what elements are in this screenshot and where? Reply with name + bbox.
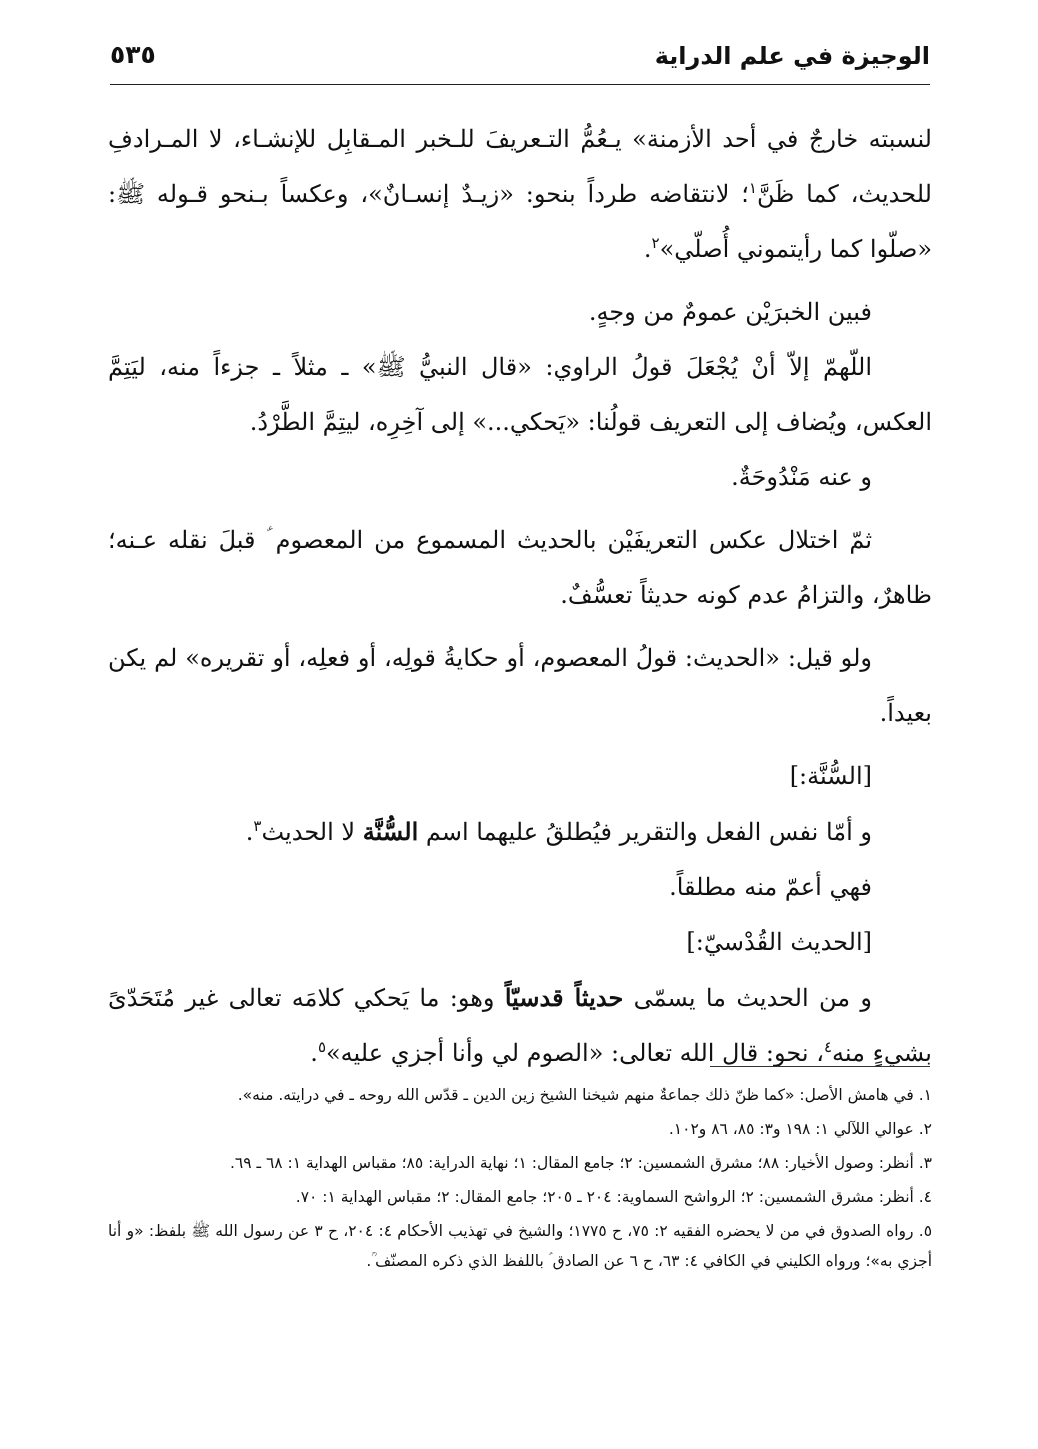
term-hadith-qudsi: حديثاً قدسيّاً (504, 983, 624, 1012)
paragraph-9: و من الحديث ما يسمّى حديثاً قدسيّاً وهو: ما يَحكي كلامَه تعالى غير مُتَحَدّىً بشيءٍ منه$^٤$، نحو: قال الله تعالى: «الصوم لي وأنا أجزي عليه»$^٥$. (108, 983, 932, 1067)
footnote-2: ٢. عوالي اللآلي ١: ١٩٨ و٣: ٨٥، ٨٦ و١٠٢. (668, 1120, 932, 1138)
footnotes (108, 1080, 932, 1280)
running-title: الوجيزة في علم الدراية (654, 42, 930, 70)
footnote-3: ٣. أنظر: وصول الأخيار: ٨٨؛ مشرق الشمسين: ٢؛ جامع المقال: ١؛ نهاية الدراية: ٨٥؛ مقباس الهداية ١: ٦٨ ـ ٦٩. (229, 1154, 932, 1172)
footnote-4: ٤. أنظر: مشرق الشمسين: ٢؛ الرواشح السماوية: ٢٠٤ ـ ٢٠٥؛ جامع المقال: ٢؛ مقباس الهداية ١: ٧٠. (295, 1188, 932, 1206)
paragraph-1: لنسبته خارجٌ في أحد الأزمنة» يـعُمُّ التـعريفَ للـخبر المـقابِل للإنشـاء، لا المـرادفِ للحديث، كما ظَنَّ$^١$؛ لانتقاضه طرداً بنحو: «زيـدٌ إنسـانٌ»، وعكساً بـنحو قـوله ﷺ: «صلّوا كما رأيتموني أُصلّي»$^٢$. (108, 125, 932, 263)
footnote-ref-3[interactable]: ٣ (253, 817, 262, 835)
heading-sunna: [السُّنَّة:] (789, 762, 872, 790)
footnote-1: ١. في هامش الأصل: «كما ظنّ ذلك جماعةٌ منهم شيخنا الشيخ زين الدين ـ قدّس الله روحه ـ في درايته. منه». (237, 1086, 932, 1104)
footnote-ref-1[interactable]: ١ (748, 179, 757, 197)
paragraph-6: ولو قيل: «الحديث: قولُ المعصوم، أو حكايةُ قولِه، أو فعلِه، أو تقريره» لم يكن بعيداً. (108, 644, 932, 727)
running-header (110, 40, 930, 84)
paragraph-7: و أمّا نفس الفعل والتقرير فيُطلقُ عليهما اسم السُّنَّة لا الحديث$^٣$. (245, 817, 872, 846)
heading-qudsi: [الحديث القُدْسيّ:] (686, 928, 872, 956)
paragraph-4: و عنه مَنْدُوحَةٌ. (731, 463, 872, 491)
paragraph-5: ثمّ اختلال عكس التعريفَيْن بالحديث المسموع من المعصوم ؑ قبلَ نقله عـنه؛ ظاهرٌ، والتزامُ عدم كونه حديثاً تعسُّفٌ. (108, 526, 932, 609)
paragraph-2: فبين الخبرَيْن عمومٌ من وجهٍ. (588, 298, 872, 326)
footnote-divider (710, 1066, 930, 1067)
paragraph-8: فهي أعمّ منه مطلقاً. (669, 873, 872, 901)
header-divider (110, 84, 930, 85)
term-sunna: السُّنَّة (362, 817, 419, 846)
footnote-ref-4[interactable]: ٤ (823, 1038, 833, 1056)
page-number: ٥٣٥ (110, 40, 156, 69)
main-text (108, 112, 932, 1081)
footnote-ref-5[interactable]: ٥ (317, 1038, 326, 1056)
footnote-ref-2[interactable]: ٢ (651, 234, 660, 252)
paragraph-3: اللّهمّ إلاّ أنْ يُجْعَلَ قولُ الراوي: «قال النبيُّ ﷺ» ـ مثلاً ـ جزءاً منه، ليَتِمَّ العكس، ويُضاف إلى التعريف قولُنا: «يَحكي...» إلى آخِرِه، ليتِمَّ الطَّرْدُ. (108, 353, 932, 436)
footnote-5: ٥. رواه الصدوق في من لا يحضره الفقيه ٢: ٧٥، ح ١٧٧٥؛ والشيخ في تهذيب الأحكام ٤: ٢٠٤، ح ٣ عن رسول الله ﷺ بلفظ: «و أنا أجزي به»؛ ورواه الكليني في الكافي ٤: ٦٣، ح ٦ عن الصادق ؑ باللفظ الذي ذكره المصنّف ؒ. (108, 1222, 933, 1270)
